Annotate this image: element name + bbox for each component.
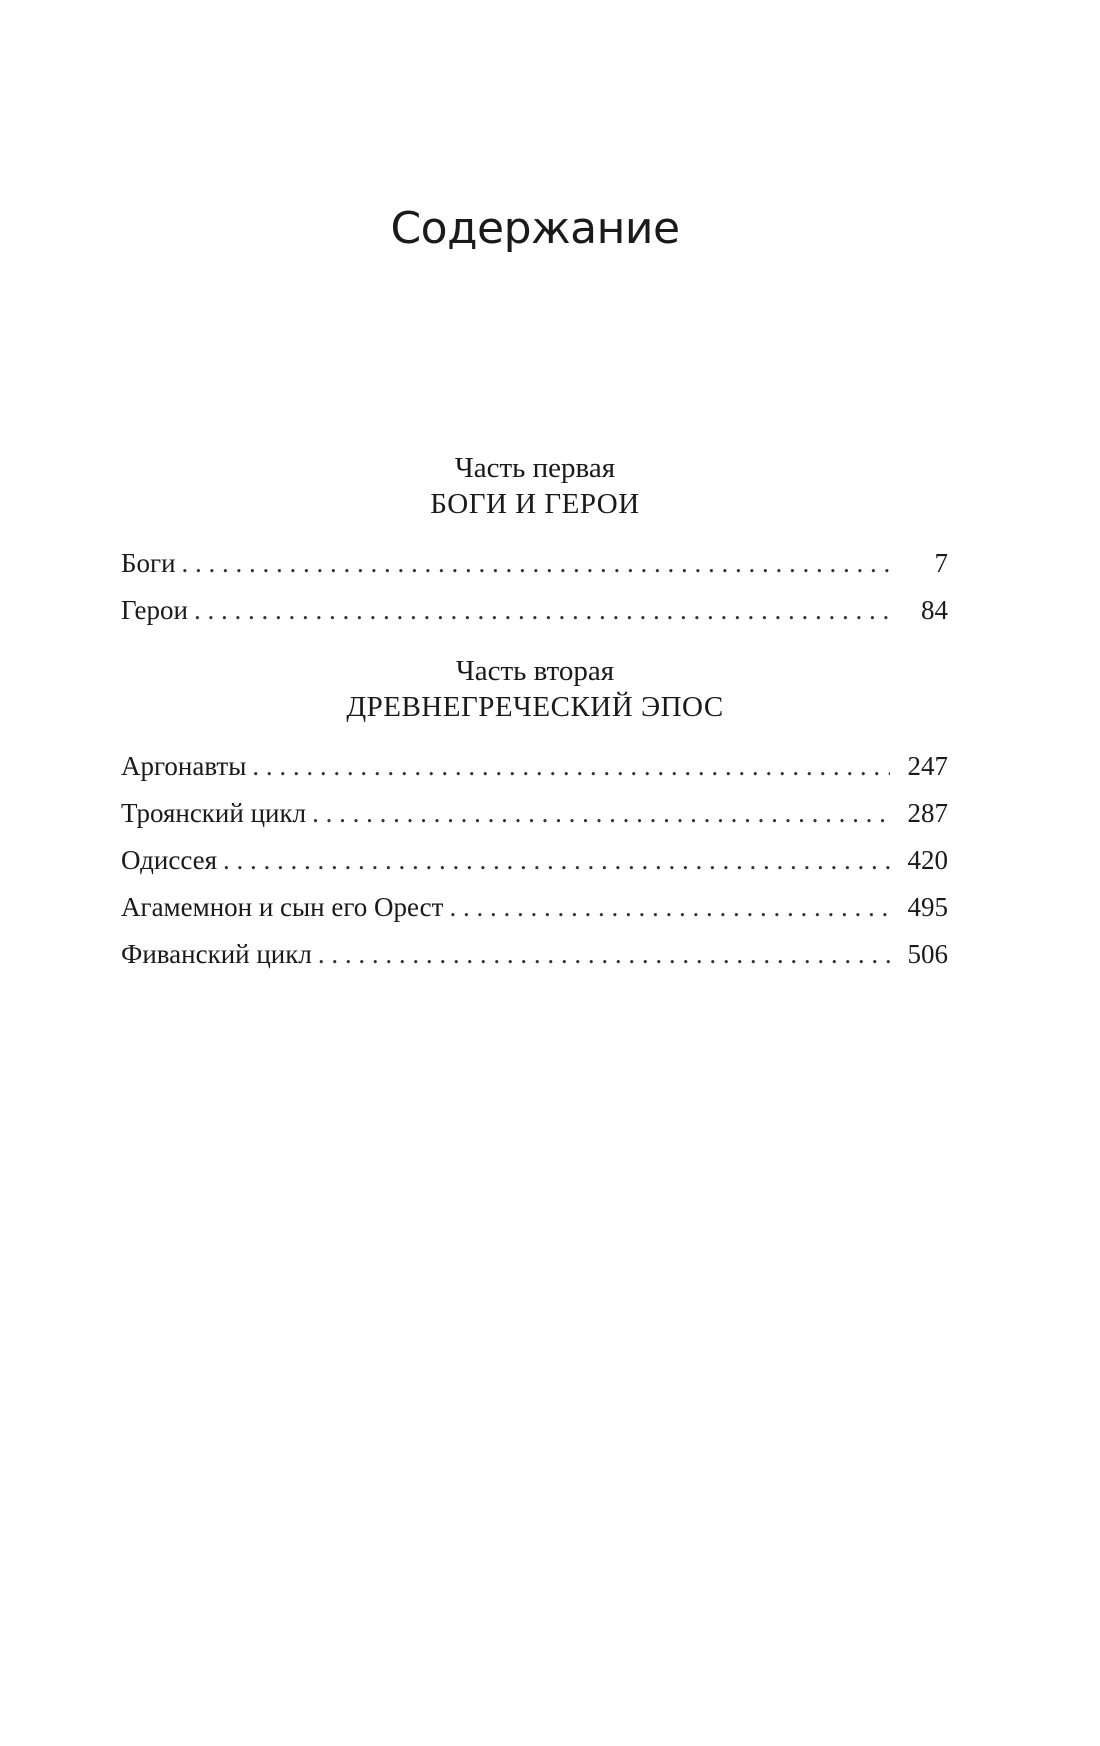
toc-entry-page: 84 xyxy=(921,595,948,625)
toc-entry[interactable] xyxy=(121,795,948,842)
dot-leader xyxy=(449,889,890,925)
toc-entry-title: Троянский цикл xyxy=(121,798,307,828)
dot-leader xyxy=(312,795,890,831)
toc-entry-page: 247 xyxy=(907,751,948,781)
toc-entry-page: 7 xyxy=(934,548,948,578)
toc-entry-title: Агамемнон и сын его Орест xyxy=(121,892,444,922)
toc-entry-page: 287 xyxy=(907,798,948,828)
part-name: БОГИ И ГЕРОИ xyxy=(430,488,640,520)
part-heading xyxy=(0,452,1070,520)
dot-leader xyxy=(182,545,890,581)
toc-entry-title: Одиссея xyxy=(121,845,218,875)
toc-entry-page: 495 xyxy=(907,892,948,922)
toc-entry[interactable] xyxy=(121,936,948,983)
page-title: Содержание xyxy=(390,203,680,255)
toc-list xyxy=(121,748,948,983)
toc-entry-title: Аргонавты xyxy=(121,751,247,781)
part-label: Часть вторая xyxy=(455,655,615,687)
dot-leader xyxy=(318,936,890,972)
toc-entry-page: 506 xyxy=(907,939,948,969)
toc-entry[interactable] xyxy=(121,592,948,639)
part-name: ДРЕВНЕГРЕЧЕСКИЙ ЭПОС xyxy=(346,691,724,723)
dot-leader xyxy=(223,842,890,878)
toc-entry[interactable] xyxy=(121,889,948,936)
toc-entry-page: 420 xyxy=(907,845,948,875)
toc-entry-title: Боги xyxy=(121,548,176,578)
part-heading xyxy=(0,655,1070,723)
toc-entry[interactable] xyxy=(121,545,948,592)
toc-entry[interactable] xyxy=(121,842,948,889)
part-label: Часть первая xyxy=(454,452,616,484)
toc-list xyxy=(121,545,948,639)
toc-entry-title: Герои xyxy=(121,595,188,625)
toc-entry[interactable] xyxy=(121,748,948,795)
dot-leader xyxy=(194,592,890,628)
dot-leader xyxy=(252,748,890,784)
toc-entry-title: Фиванский цикл xyxy=(121,939,312,969)
